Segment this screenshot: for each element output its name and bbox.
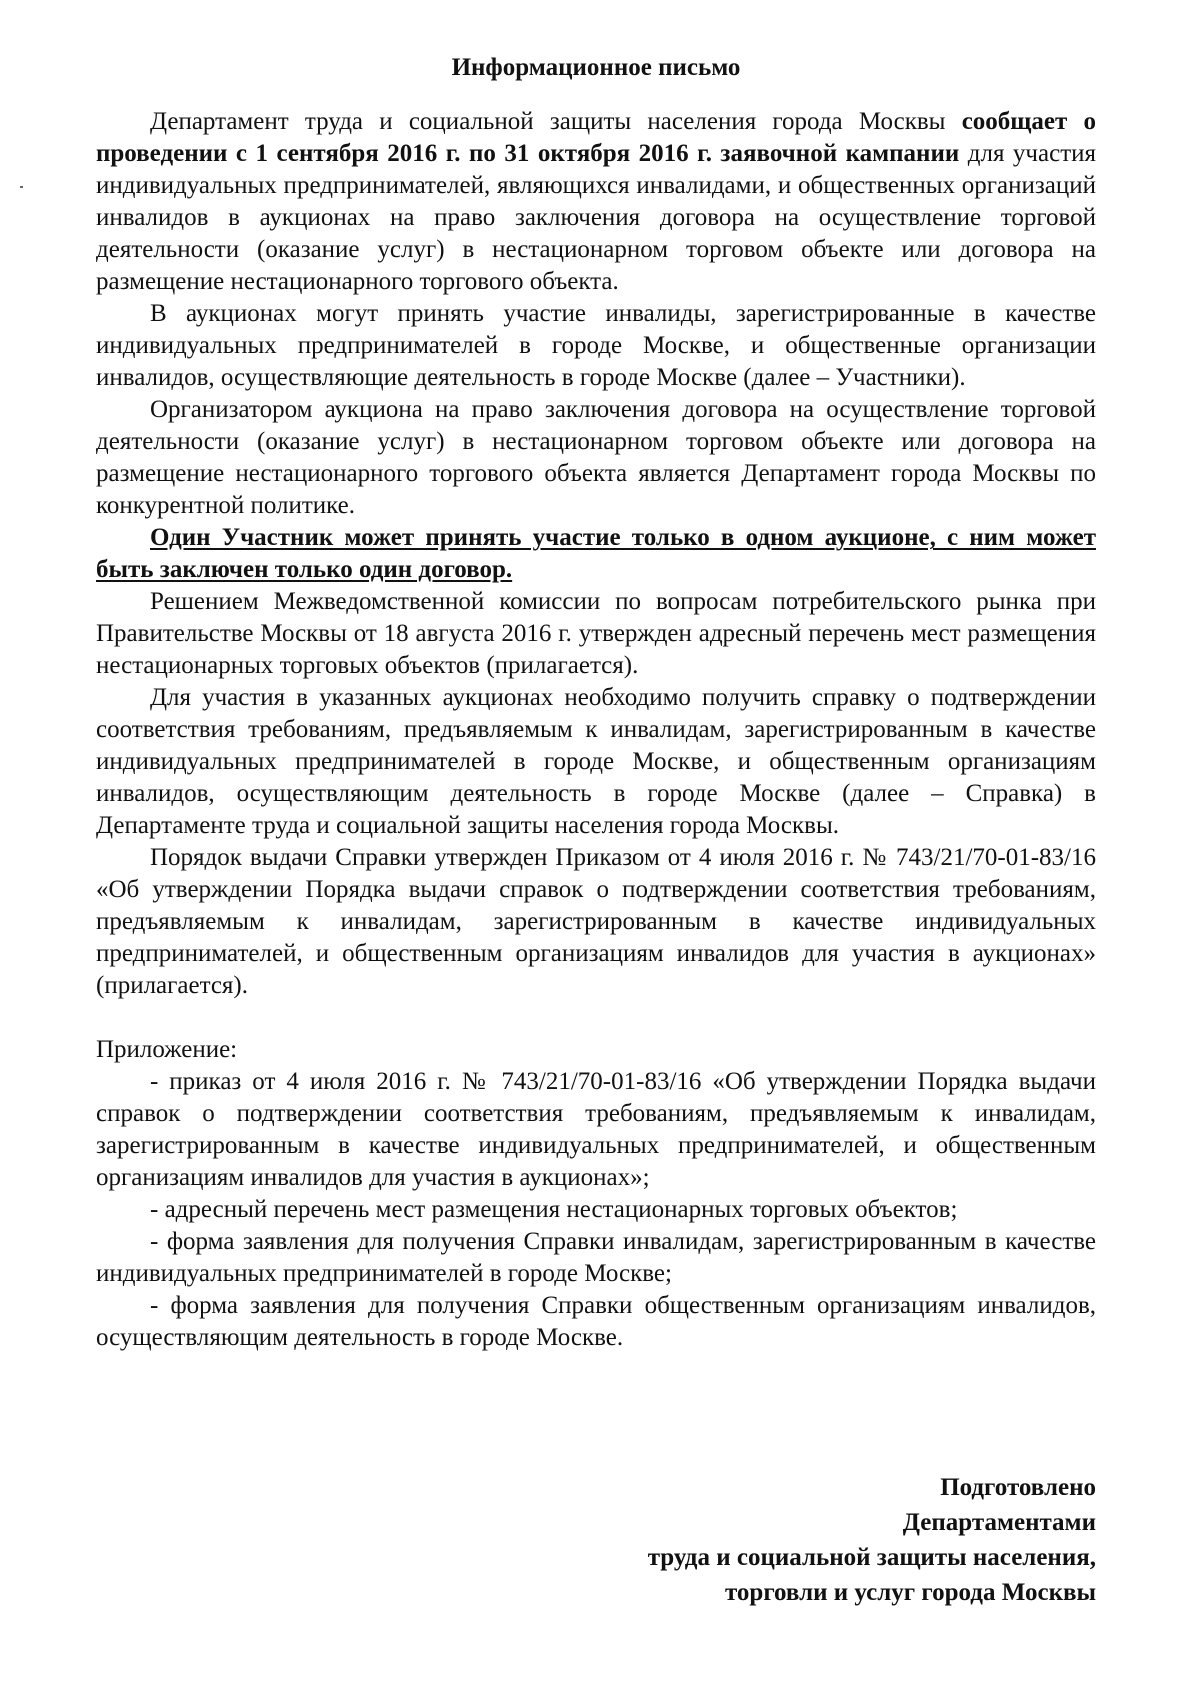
paragraph-one-auction-rule: Один Участник может принять участие только в одном аукционе, с ним может быть заключен только один договор.: [96, 524, 1096, 583]
appendix-item: - форма заявления для получения Справки инвалидам, зарегистрированным в качестве индивидуальных предпринимателей в городе Москве;: [96, 1228, 1096, 1287]
paragraph-certificate: Для участия в указанных аукционах необходимо получить справку о подтверждении соответствия требованиям, предъявляемым к инвалидам, зарегистрированным в качестве индивидуальных предпринимателей в городе Москве, и общественным организациям инвалидов, осуществляющим деятельность в городе Москве (далее – Справка) в Департаменте труда и социальной защиты населения города Москвы.: [96, 684, 1096, 839]
appendix-title: Приложение:: [96, 1036, 238, 1063]
paragraph-order: Порядок выдачи Справки утвержден Приказом от 4 июля 2016 г. № 743/21/70-01-83/16 «Об утверждении Порядка выдачи справок о подтверждении соответствия требованиям, предъявляемым к инвалидам, зарегистрированным в качестве индивидуальных предпринимателей, и общественным организациям инвалидов для участия в аукционах» (прилагается).: [96, 844, 1096, 999]
letter-title: Информационное письмо: [451, 54, 741, 81]
signature-line: Департаментами: [902, 1509, 1096, 1536]
paragraph-campaign: [96, 106, 1096, 298]
spacer: [96, 1002, 1096, 1034]
paragraph-campaign-part1: Департамент труда и социальной защиты населения города Москвы: [150, 108, 962, 135]
paragraph-campaign-bold: сообщает о проведении с 1 сентября 2016 г. по 31 октября 2016 г. заявочной кампании: [96, 108, 1096, 167]
appendix-item: - форма заявления для получения Справки общественным организациям инвалидов, осуществляющим деятельность в городе Москве.: [96, 1292, 1096, 1351]
signature-line: торговли и услуг города Москвы: [724, 1579, 1096, 1606]
appendix-item: - адресный перечень мест размещения нестационарных торговых объектов;: [150, 1196, 958, 1223]
paragraph-campaign-part2: для участия индивидуальных предпринимателей, являющихся инвалидами, и общественных организаций инвалидов в аукционах на право заключения договора на осуществление торговой деятельности (оказание услуг) в нестационарном торговом объекте или договора на размещение нестационарного торгового объекта.: [96, 140, 1096, 295]
signature-line: Подготовлено: [940, 1474, 1096, 1501]
letter-page: [96, 52, 1096, 1354]
paragraph-commission-decision: Решением Межведомственной комиссии по вопросам потребительского рынка при Правительстве Москвы от 18 августа 2016 г. утвержден адресный перечень мест размещения нестационарных торговых объектов (прилагается).: [96, 588, 1096, 679]
paragraph-organizer: Организатором аукциона на право заключения договора на осуществление торговой деятельности (оказание услуг) в нестационарном торговом объекте или договора на размещение нестационарного торгового объекта является Департамент города Москвы по конкурентной политике.: [96, 396, 1096, 519]
paragraph-participants: В аукционах могут принять участие инвалиды, зарегистрированные в качестве индивидуальных предпринимателей в городе Москве, и общественные организации инвалидов, осуществляющие деятельность в городе Москве (далее – Участники).: [96, 300, 1096, 391]
signature-line: труда и социальной защиты населения,: [647, 1544, 1096, 1571]
appendix-item: - приказ от 4 июля 2016 г. № 743/21/70-01-83/16 «Об утверждении Порядка выдачи справок о подтверждении соответствия требованиям, предъявляемым к инвалидам, зарегистрированным в качестве индивидуальных предпринимателей, и общественным организациям инвалидов для участия в аукционах»;: [96, 1068, 1096, 1191]
signature-block: [648, 1470, 1096, 1610]
scan-artifact-dot: [20, 186, 23, 188]
